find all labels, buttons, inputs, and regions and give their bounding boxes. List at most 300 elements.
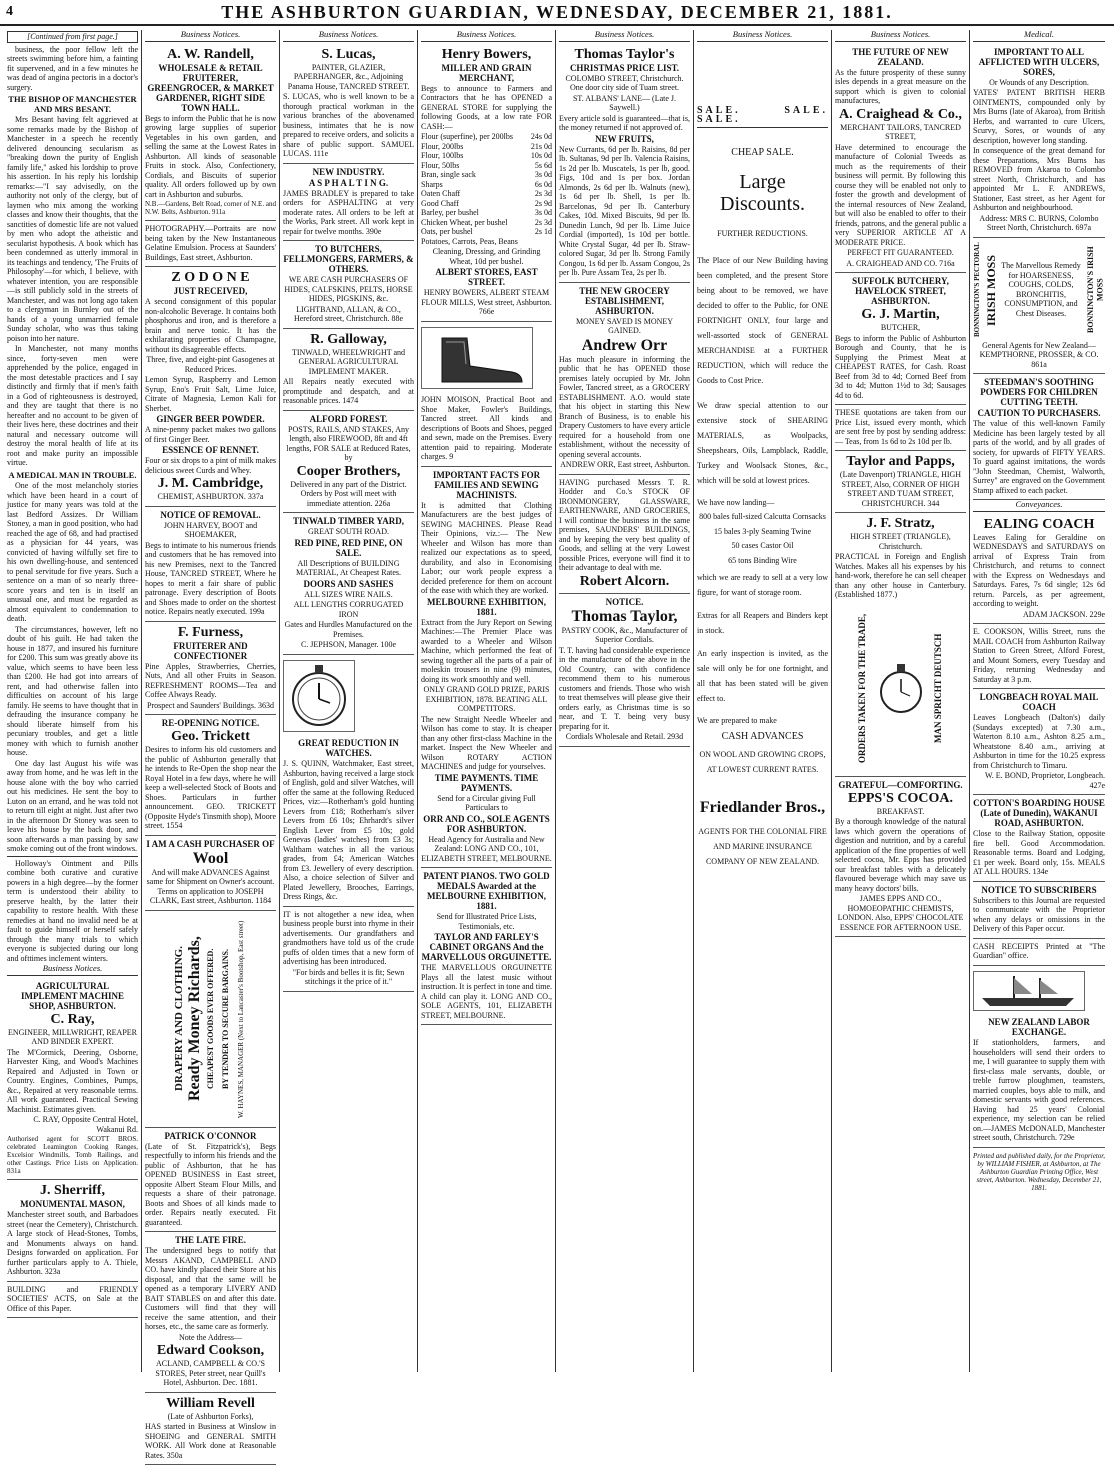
advert-signature: A. CRAIGHEAD AND CO. 716a [835,259,966,269]
advert-line: Send for Illustrated Price Lists, Testimonials, etc. [421,912,552,931]
price-item: Sharps [421,180,443,190]
advert-body: Manchester street south, and Barbadoes street (near the Cemetery), Christchurch. A large stock of Head-Stones, Tombs, and Monuments always on hand. Designs forwarded on application. For further particulars apply to A. Thiele, Ashburton. 323a [7,1210,138,1277]
stock-item: 15 bales 3-ply Seaming Twine [697,527,828,537]
advert-name: Robert Alcorn. [559,574,690,589]
vertical-text: Ready Money Richards, [190,914,200,1124]
divider [697,127,828,128]
advert-body: IT is not altogether a new idea, when business people burst into rhyme in their advertisements. Our grandfathers and grandmothers have told us of the crude puffs of olden times that a new form of advertising has been introduced. [283,910,414,967]
advert-subheading: NOTICE OF REMOVAL. [145,510,276,520]
price-row [421,142,552,152]
advert-taylor-pastry [559,594,690,747]
advert-name: G. J. Martin, [835,307,966,322]
advert-cooper-brothers [283,411,414,514]
advert-line: We have now landing— [697,498,828,508]
section-heading: Business Notices. [283,30,414,42]
advert-longbeach-coach [973,689,1105,795]
advert-name: S. Lucas, [283,47,414,62]
column-6 [694,30,832,1372]
advert-name: EALING COACH [973,517,1105,532]
article-paragraph: One of the most melancholy stories which have been heard in a court of justice for many years was told at the last Bedford Assizes. Dr William Stoney, a man in good position, who had reached the age of 68, and had practised as a physician for 44 years, was convicted of having wilfully set fire to his own dwelling-house, and sentenced to penal servitude for five years. Such a sentence on a man of so nearly three-score years and ten is in itself an unusual one, and must be regarded as almost equivalent to condemnation to death. [7,481,138,624]
continued-note: [Continued from first page.] [7,31,138,43]
stock-list [697,512,828,565]
price-value: 2s 9d [535,199,552,209]
advert-subheading: SUFFOLK BUTCHERY, HAVELOCK STREET, ASHBURTON. [835,276,966,306]
advert-name: J. M. Cambridge, [145,476,276,491]
advert-line: BREAKFAST. [835,807,966,817]
advert-line: ACLAND, CAMPBELL & CO.'S STORES, Peter street, near Quill's Hotel, Ashburton. Dec. 1881. [145,1359,276,1388]
advert-name: William Revell [145,1396,276,1411]
advert-line: LIGHTBAND, ALLAN, & CO., Hereford street, Christchurch. 88e [283,305,414,324]
article-paragraph: Mrs Besant having felt aggrieved at some remarks made by the Bishop of Manchester in a speech he recently delivered denouncing secularism as "breaking down the purity of English family life," asked his lordship to prove his assertion. In his reply his lordship remarks:—"I say advisedly, on the authority not only of the clergy, but of laymen who mix among the working classes and know their thoughts, that the sanctities of domestic life are not valued by men who adopt the atheistic and secularist hypothesis. A book which has been condemned as utterly immoral in its teachings and tendency, 'The Fruits of Philosophy'—for which, I believe, with whatever intention, you are responsible—is still publicly sold in the streets of Manchester, and was not long ago taken to a clergyman in Burnley out of the hands of a young unmarried female Sunday scholar, who was thus taking poison into her nature. [7,115,138,343]
price-value: 6s 0d [535,180,552,190]
advert-name: Taylor and Papps, [835,454,966,469]
advert-line: Head Agency for Australia and New Zealand: LONG AND CO., 101, ELIZABETH STREET, MELBOURNE. [421,835,552,864]
advert-line: Note the Address— [145,1333,276,1343]
section-heading: Conveyances. [973,500,1105,512]
advert-body: Extras for all Reapers and Binders kept in stock. [697,608,828,638]
advert-subheading: THE LATE FIRE. [145,1235,276,1245]
advert-body: CASH RECEIPTS Printed at "The Guardian" office. [973,942,1105,961]
advert-body: Begs to intimate to his numerous friends and customers that he has removed into his new Premises, next to the Tancred House, TANCRED STREET, Where he hopes to merit a fair share of public patronage. Every description of Boots and Shoes made to order on the shortest notice. Repairs neatly executed. 199a [145,541,276,617]
advert-line: JOHN HARVEY, BOOT and SHOEMAKER, [145,521,276,540]
price-item: Chicken Wheat, per bushel [421,218,508,228]
advert-subheading: THE FUTURE OF NEW ZEALAND. [835,47,966,67]
advert-name: C. Ray, [7,1012,138,1027]
advert-name: Friedlander Bros., [697,799,828,816]
price-item: Bran, single sack [421,170,476,180]
advert-subheading: TINWALD TIMBER YARD, [283,516,414,526]
advert-line: Or Wounds of any Description. [973,78,1105,88]
vertical-text: BONNINGTON'S PECTORAL [973,240,983,340]
price-row [421,189,552,199]
advert-line: We are prepared to make [697,716,828,726]
advert-lucas [283,44,414,164]
advert-verse: "For birds and belles it is fit; Sewn stitchings it the price of it." [283,968,414,987]
advert-body: The Marvellous Remedy for HOARSENESS, COUGHS, COLDS, BRONCHITIS, CONSUMPTION, and Chest Diseases. [1000,261,1082,318]
column-7 [832,30,970,1372]
advert-body: Begs to inform the Public of Ashburton Borough and County, that he is Supplying the Primest Meat at CHEAPEST RATES, for Cash. Roast Beef from 3d to 4d; Corned Beef from 3d to 4d; Mutton 1½d to 3d; Sausages 4d to 6d. [835,334,966,401]
advert-name: Z O D O N E [145,270,276,285]
advert-line: PASTRY COOK, &c., Manufacturer of Superior Cordials. [559,626,690,645]
divider [7,856,138,857]
advert-body: Extract from the Jury Report on Sewing Machines:—The Premier Place was awarded to a Wheeler and Wilson Machine, which performed the feat of sewing together all the parts of a pair of moleskin trousers in nine (9) minutes, doing its work smoothly and well. [421,618,552,685]
vertical-text: MAN SPRICHT DEUTSCH [934,603,944,773]
article-heading: THE BISHOP OF MANCHESTER AND MRS BESANT. [7,95,138,114]
advert-line: CHEMIST, ASHBURTON. 337a [145,492,276,502]
advert-name: Cooper Brothers, [283,464,414,479]
advert-body: JAMES BRADLEY is prepared to take orders for ASPHALTING at very moderate rates. All orders to be left at the Works, Park street. All work kept in repair for twelve months. 390e [283,189,414,237]
advert-line: Send for a Circular giving Full Particulars to [421,794,552,813]
advert-body: Pine Apples, Strawberries, Cherries, Nuts, And all other Fruits in Season. REFRESHMENT ROOMS—Tea and Coffee Always Ready. [145,662,276,700]
advert-body: (Late of St. Fitzpatrick's), Begs respectfully to inform his friends and the public of Ashburton, that he has OPENED BUSINESS in East street, opposite Albert Steam Flour Mills, and requests a share of their patronage. Boots and Shoes of all kinds made to order. Repairs neatly executed. Fit guaranteed. [145,1142,276,1228]
price-value: 3s 0d [535,170,552,180]
advert-john-harvey [145,507,276,622]
advert-line: COLOMBO STREET, Christchurch. One door city side of Tuam street. [559,74,690,93]
advert-signature: Cordials Wholesale and Retail. 293d [559,732,690,742]
column-5 [556,30,694,1372]
advert-line: MONEY SAVED IS MONEY GAINED. [559,317,690,336]
advert-subheading: I AM A CASH PURCHASER OF [145,839,276,849]
advert-subheading: RED PINE, RED PINE, ON SALE. [283,538,414,558]
advert-subheading: NEW FRUITS, [559,134,690,144]
advert-body: All Repairs neatly executed with promptitude and despatch, and at reasonable prices. 1474 [283,377,414,406]
advert-body: HAVING purchased Messrs T. R. Hodder and Co.'s STOCK OF IRONMONGERY, GLASSWARE, EARTHENWARE, AND GROCERIES, I will continue the business in the same premises, SAUNDERS' BUILDINGS, and by keeping the very best quality of Goods, and selling at the very Lowest possible Prices, everyone will find it to their advantage to deal with me. [559,478,690,573]
advert-subheading: GREAT REDUCTION IN WATCHES. [283,738,414,758]
advert-body: A second consignment of this popular non-alcoholic Beverage. It contains both phosphorus and iron, and is therefore a brain and nerve tonic. It has the exhilarating properties of Champagne, without its disagreeable effects. [145,297,276,354]
advert-martin-butcher [835,273,966,405]
advert-line: WE ARE CASH PURCHASERS OF HIDES, CALFSKINS, PELTS, HORSE HIDES, PIGSKINS, &c. [283,275,414,304]
advert-body: The M'Cormick, Deering, Osborne, Harvester King, and Wood's Machines Repaired and Adjusted in Town or Country. Engines, Combines, Pumps, &c., Repaired at very reasonable terms. All work guaranteed. Practical Sewing Machinist. Estimates given. [7,1048,138,1115]
advert-subheading: AGRICULTURAL IMPLEMENT MACHINE SHOP, ASHBURTON. [7,981,138,1011]
stock-item: 50 cases Castor Oil [697,541,828,551]
advert-friedlander [697,44,828,874]
price-row [421,218,552,228]
advert-wheeler-wilson [421,467,552,869]
advert-subheading: JUST RECEIVED, [145,286,276,296]
advert-signature: HENRY BOWERS, ALBERT STEAM FLOUR MILLS, West street, Ashburton. 766e [421,288,552,317]
advert-subheading: CAUTION TO PURCHASERS. [973,408,1105,418]
advert-zodone [145,267,276,507]
advert-body: T. T. having had considerable experience in the manufacture of the above in the Old Country, can with confidence recommend them to his numerous customers and friends. Those who wish to treat themselves will please give their orders early, as Christmas time is so near, and T. T. being very busy preparing for it. [559,646,690,732]
advert-ealing-coach [973,514,1105,625]
holloway-notice: Holloway's Ointment and Pills combine both curative and curative powers in a high degree—by the former term is understood their ability to preserve health, by the latter their capability to restore health. With these remedies at hand no invalid need be at fault to guide himself or herself safely through the many trials to which everyone is subjected during our long and ofttimes inclement winters. [7,859,138,964]
advert-yates-ointment [973,44,1105,238]
price-item: Flour (superfine), per 200lbs [421,132,513,142]
column-3 [280,30,418,1372]
advert-signature: Address: MRS C. BURNS, Colombo Street North, Christchurch. 697a [973,214,1105,233]
advert-body: JOHN MOISON, Practical Boot and Shoe Maker, Fowler's Buildings, Tancred street. All kinds and descriptions of Boots and Shoes, pegged and sewn, made on the Premises. Every attention paid to repairing. Moderate charges. 9 [421,395,552,462]
advert-body: YATES' PATENT BRITISH HERB OINTMENTS, compounded only by Mrs Burns (late of Akaroa), from British Herbs, and warranted to cure Ulcers, Scurvy, Sores, or wounds of any description, however long standing. [973,88,1105,145]
advert-subheading: ESSENCE OF RENNET. [145,445,276,455]
advert-notice-subscribers [973,882,1105,939]
advert-line: CHEAP SALE. [697,148,828,158]
advert-line: ONLY GRAND GOLD PRIZE, PARIS EXHIBITION, 1878. BEATING ALL COMPETITORS. [421,685,552,714]
advert-subheading: DOORS AND SASHES [283,579,414,589]
advert-cookson [145,1232,276,1393]
advert-price-list [835,405,966,451]
advert-cash-receipts [973,939,1105,966]
column-4 [418,30,556,1372]
advert-trickett [145,715,276,836]
advert-randell [145,44,276,222]
advert-line: Prospect and Saunders' Buildings. 363d [145,701,276,711]
advert-body: HAS started in Business at Winslow in SHOEING and GENERAL SMITH WORK. All Work done at Reasonable Rates. 350a [145,1422,276,1460]
advert-name: Edward Cookson, [145,1343,276,1358]
vertical-text: BONNINGTON'S IRISH MOSS [1086,240,1105,340]
advert-subheading: COTTON'S BOARDING HOUSE (Late of Dunedin), WAKANUI ROAD, ASHBURTON. [973,798,1105,828]
advert-name: A. Craighead & Co., [835,107,966,122]
vertical-text: IRISH MOSS [987,240,997,340]
advert-subheading: CHRISTMAS PRICE LIST. [559,63,690,73]
price-item: Oats, per bushel [421,227,473,237]
advert-signature: ANDREW ORR, East street, Ashburton. [559,460,690,470]
advert-subheading: STEEDMAN'S SOOTHING POWDERS FOR CHILDREN CUTTING TEETH. [973,377,1105,407]
advert-lightband-allan [283,241,414,329]
advert-body: The undersigned begs to notify that Messrs AKAND, CAMPBELL AND CO. have kindly placed their Store at his disposal, and that the same will be opened as a temporary LIVERY AND BAIT STABLES on and after this date. Customers will find that they will receive the same attention, and their horses, etc., the same care as formerly. [145,1246,276,1332]
advert-subheading: MELBOURNE EXHIBITION, 1881. [421,597,552,617]
page-number: 4 [6,0,15,24]
newspaper-title: THE ASHBURTON GUARDIAN, WEDNESDAY, DECEMBER 21, 1881. [221,2,892,22]
price-row [421,161,552,171]
price-row [421,208,552,218]
advert-subheading: GRATEFUL—COMFORTING. [835,780,966,790]
advert-subheading: RE-OPENING NOTICE. [145,718,276,728]
advert-signature: C. RAY, Opposite Central Hotel, Wakanui Rd. [7,1115,138,1134]
advert-line: PAINTER, GLAZIER, PAPERHANGER, &c., Adjoining Panama House, TANCRED STREET. [283,63,414,92]
advert-body: Begs to announce to Farmers and Contractors that he has OPENED a GENERAL STORE for supplying the following Goods, at a low rate FOR CASH:— [421,84,552,132]
advert-body: The Place of our New Building having been completed, and the present Store being about to be removed, we have decided to offer to the Public, for ONE FORTNIGHT ONLY, four large and well-assorted stock of GENERAL MERCHANDISE at a FURTHER REDUCTION, which will reduce the Goods to Cost Price. [697,253,828,388]
advert-subheading: GINGER BEER POWDER. [145,414,276,424]
vertical-text: ORDERS TAKEN FOR THE TRADE, [858,603,868,773]
stock-item: 65 tons Binding Wire [697,556,828,566]
vertical-text: DRAPERY AND CLOTHING. [175,914,185,1124]
advert-moison-boots [421,322,552,467]
price-row [421,151,552,161]
advert-body: THE MARVELLOUS ORGUINETTE Plays all the latest music without instruction. It is perfect in tone and time. A child can play it. LONG AND CO., SOLE AGENTS, 101, ELIZABETH STREET, MELBOURNE. [421,963,552,1020]
advert-name: F. Furness, [145,625,276,640]
advert-body: BUILDING and FRIENDLY SOCIETIES' ACTS, on Sale at the Office of this Paper. [7,1285,138,1314]
advert-body: An early inspection is invited, as the sale will only be for one fortnight, and all that has been stated will be given effect to. [697,646,828,706]
advert-subheading: ALFORD FOREST. [283,414,414,424]
advert-body: The new Straight Needle Wheeler and Wilson has come to stay. It is cheaper than any other first-class Machine in the market. Inspect the New Wheeler and Wilson ROTARY ACTION MACHINES and judge for yourselves. [421,715,552,772]
column-2 [142,30,280,1372]
advert-line: All Descriptions of BUILDING MATERIAL, At Cheapest Rates. [283,559,414,578]
section-heading: Business Notices. [697,30,828,42]
stratz-vertical-panel [835,603,966,773]
advert-revell [145,1393,276,1465]
advert-line: PERFECT FIT GUARANTEED. [835,248,966,258]
advert-subheading: ORR AND CO., SOLE AGENTS FOR ASHBURTON. [421,814,552,834]
advert-name: J. Sherriff, [7,1183,138,1198]
advert-line: (Late of Ashburton Forks), [145,1412,276,1422]
advert-building-societies [7,1282,138,1319]
advert-line: Three, five, and eight-pint Gasogenes at Reduced Prices. [145,355,276,374]
vertical-text: W. HAYNES, MANAGER (Next to Lancaster's Bootshop, East street) [237,914,247,1124]
price-item: Good Chaff [421,199,459,209]
advert-sherriff [7,1180,138,1282]
article-paragraph: In Manchester, not many months since, forty-seven men were apprehended by the police, engaged in the most detestable practices and I say distinctly and firmly that if men's faith in a God of righteousness is destroyed, and they are taught that there is no hereafter and no account to be given of their lives here, these doctrines and their natural and necessary outcome will destroy the moral health of life at its root and make purity an impossible virtue. [7,344,138,468]
advert-subheading: THE NEW GROCERY ESTABLISHMENT, ASHBURTON. [559,286,690,316]
advert-line: MERCHANT TAILORS, TANCRED STREET, [835,123,966,142]
article-paragraph: The circumstances, however, left no doubt of his guilt. He had taken the house in 1877, and insured his furniture for £200. This sum was greatly above its value, which seems to have been less than £200. He had got into arrears of rent, and had otherwise fallen into difficulties on account of his large family. He seems to have thought that in defrauding the insurance company he should liberate himself from his pecuniary troubles, and get a little money with which to furnish another house. [7,625,138,758]
advert-subheading: A S P H A L T I N G. [283,178,414,188]
price-item: Flour, 50lbs [421,161,459,171]
advert-cookson-mail-coach [973,624,1105,689]
advert-line: ENGINEER, MILLWRIGHT, REAPER AND BINDER EXPERT. [7,1028,138,1047]
column-1 [4,30,142,1372]
sale-banner: SALE. SALE. SALE. [697,106,828,125]
advert-line: Gates and Hurdles Manufactured on the Premises. [283,620,414,639]
advert-name: J. F. Stratz, [835,516,966,531]
boot-engraving-icon [421,327,533,389]
advert-body: We draw special attention to our extensive stock of SHEARING MATERIALS, as Woolpacks, Sheepshears, Oils, Lampblack, Raddle, Turkey and Woolsack Stones, &c., which will be sold at lowest prices. [697,398,828,488]
advert-name: Geo. Trickett [145,729,276,744]
advert-body: Leaves Longbeach (Dalton's) daily (Sundays excepted) at 7.30 a.m., Waterton 8.10 a.m., Ashton 8.25 a.m., Wheatstone 8.40 a.m., arriving at Ashburton in time for the 10.25 express from Christchurch to Timaru. [973,713,1105,770]
advert-subheading: ALBERT STORES, EAST STREET. [421,267,552,287]
advert-quinn-watches [283,655,414,907]
price-row [421,180,552,190]
advert-labor-exchange [973,966,1105,1148]
section-heading: Business Notices. [835,30,966,42]
price-item: Barley, per bushel [421,208,479,218]
advert-body: PRACTICAL in Foreign and English Watches. Makes all his expenses by his hand-work, therefore he can sell cheaper than any other house in Canterbury. (Established 1877.) [835,552,966,600]
printer-imprint: Printed and published daily, for the Proprietor, by WILLIAM FISHER, at Ashburton, at The Ashburton Guardian Printing Office, West street, Ashburton. Wednesday, December 21, 1881. [973,1152,1105,1192]
stock-item: 800 bales full-sized Calcutta Cornsacks [697,512,828,522]
advert-line: TINWALD, WHEELWRIGHT and GENERAL AGRICULTURAL IMPLEMENT MAKER. [283,348,414,377]
advert-line: General Agents for New Zealand— KEMPTHORNE, PROSSER, & CO. 861a [973,341,1105,370]
article-paragraph: One day last August his wife was away from home, and he was left in the house alone with the boy who carried out his medicines. He sent the boy to Luton on an errand, and he was told not to return till eight at night. Just after two in the afternoon Dr Stoney was seen to leave his house by the back door, and soon afterwards a man passing by saw smoke coming out of the front windows. [7,759,138,854]
page-columns [4,30,1110,1372]
advert-line: ALL SIZES WIRE NAILS. [283,590,414,600]
advert-body: Every article sold is guaranteed—that is, the money returned if not approved of. [559,114,690,133]
advert-line: AGENTS FOR THE COLONIAL FIRE AND MARINE INSURANCE COMPANY OF NEW ZEALAND. [697,824,828,869]
advert-line: GREAT SOUTH ROAD. [283,527,414,537]
advert-line: CASH ADVANCES [697,732,828,742]
advert-name: Henry Bowers, [421,47,552,62]
price-item: Potatoes, Carrots, Peas, Beans [421,237,518,247]
price-value: 2s 3d [535,218,552,228]
advert-oconnor [145,1128,276,1233]
advert-photography [145,221,276,267]
watch-engraving-icon [876,658,926,718]
advert-ready-money-richards [145,911,276,1128]
advert-epps-cocoa [835,777,966,938]
price-item: Flour, 100lbs [421,151,463,161]
article-paragraph: business, the poor fellow left the streets swimming before him, a fainting fit supervened, and in a few minutes he was dead of angina pectoris in a doctor's surgery. [7,45,138,93]
advert-subheading: NOTICE. [559,597,690,607]
section-heading: Business Notices. [145,30,276,42]
advert-subheading: TO BUTCHERS, FELLMONGERS, FARMERS, & OTHERS. [283,244,414,274]
advert-subheading: WHOLESALE & RETAIL FRUITERER, GREENGROCER, & MARKET GARDENER, RIGHT SIDE TOWN HALL. [145,63,276,113]
advert-subheading: MILLER AND GRAIN MERCHANT, [421,63,552,83]
advert-cottons-boarding [973,795,1105,882]
advert-name: Andrew Orr [559,337,690,354]
advert-body: Lemon Syrup, Raspberry and Lemon Syrup, Eno's Fruit Salt, Lime Juice, Citrate of Magnesia, Lemon Kali for Sherbet. [145,375,276,413]
advert-line: (Late Davenport) TRIANGLE, HIGH STREET, Also, CORNER OF HIGH STREET AND TUAM STREET, CHRISTCHURCH. 344 [835,470,966,508]
price-list [421,132,552,246]
advert-subheading: IMPORTANT TO ALL AFFLICTED WITH ULCERS, SORES, [973,47,1105,77]
advert-body: which we are ready to sell at a very low figure, for want of storage room. [697,570,828,600]
ship-engraving-icon [973,971,1085,1011]
advert-line: BUTCHER, [835,323,966,333]
advert-line: ALL LENGTHS CORRUGATED IRON [283,600,414,619]
advert-body: Four or six drops to a pint of milk makes delicious sweet Curds and Whey. [145,456,276,475]
advert-rhyme [283,907,414,992]
price-value: 5s 6d [535,161,552,171]
advert-body: PHOTOGRAPHY.—Portraits are now being taken by the New Instantaneous Gelatine Emulsion. Process at Saunders' Buildings, East street, Ashburton. [145,224,276,262]
advert-irish-moss [973,238,1105,375]
article-heading: A MEDICAL MAN IN TROUBLE. [7,471,138,481]
advert-body: Desires to inform his old customers and the public of Ashburton generally that he intends to Re-Open the shop near the Royal Hotel in a few days, where he will keep a well-selected Stock of Boots and Shoes. Particulars in further announcement. GEO. TRICKETT (Opposite Hyde's Tinsmith shop), Moore street. 1554 [145,745,276,831]
advert-galloway [283,329,414,411]
advert-body: New Currants, 6d per lb. Raisins, 8d per lb. Sultanas, 9d per lb. Valencia Raisins, 1s 2d per lb. Muscatels, 1s per lb, good. Figs, 10d and 1s per box. Jordan Almonds, 2s 6d per lb. Walnuts (new), 1s 6d per lb. Shell, 1s per lb. Barcelonas, 9d per lb. Canterbury Cakes, 10d. Mixed Biscuits, 9d per lb. Dunedin Lunch, 9d per lb. Lime Juice Cordial (imported), 1s 10d per bottle. White Crystal Sugar, 4d per lb. Straw-colored Sugar, 3d per lb. Strong Family Congou, 1s 6d per lb. Assam Congou, 2s per lb. Pure Assam Tea, 2s per lb. [559,145,690,278]
advert-body: Authorised agent for SCOTT BROS. celebrated Leamington Cooking Ranges, Excelsior Windmills, Tomb Railings, and other Castings. Price Lists on Application. 831a [7,1135,138,1175]
advert-subheading: NEW ZEALAND LABOR EXCHANGE. [973,1017,1105,1037]
advert-name: Thomas Taylor, [559,608,690,625]
advert-signature: W. E. BOND, Proprietor, Longbeach. 427e [973,771,1105,790]
vertical-text: CHEAPEST GOODS EVER OFFERED. [206,914,216,1124]
price-value: 21s 0d [531,142,552,152]
advert-line: HIGH STREET (TRIANGLE), Christchurch. [835,532,966,551]
price-value: 10s 0d [531,151,552,161]
advert-andrew-orr [559,283,690,475]
advert-line: Cleaning, Dressing, and Grinding Wheat, 10d per bushel. [421,247,552,266]
advert-wool [145,836,276,911]
advert-body: Has much pleasure in informing the public that he has OPENED those premises lately occupied by Mr. John Fowler, Tancred street, as a GROCERY ESTABLISHMENT. A.O. would state that his object in starting this New Branch of Business, is to enable his Drapery Customers to have every article required for a household from one establishment, without the necessity of opening several accounts. [559,355,690,460]
price-item: Oaten Chaff [421,189,460,199]
advert-body: In consequence of the great demand for these Preparations, Mrs Burns has REMOVED from Akaroa to Colombo street North, Christchurch, and has appointed Mr L. F. ANDREWS, Stationer, East street, as her Agent for Ashburton and neighbourhood. [973,146,1105,213]
watch-engraving-icon [283,660,355,732]
advert-subheading: TAYLOR AND FARLEY'S CABINET ORGANS And the MARVELLOUS ORGUINETTE. [421,932,552,962]
advert-subheading: IMPORTANT FACTS FOR FAMILIES AND SEWING MACHINISTS. [421,470,552,500]
advert-steedman [973,374,1105,500]
price-value: 2s 1d [535,227,552,237]
article-column-1 [7,45,138,964]
advert-subheading: LONGBEACH ROYAL MAIL COACH [973,692,1105,712]
price-row [421,199,552,209]
price-item: Flour, 200lbs [421,142,463,152]
section-heading: Business Notices. [421,30,552,42]
advert-thomas-taylor-pricelist [559,44,690,283]
price-row [421,237,552,247]
section-heading: Medical. [973,30,1105,42]
irish-moss-panel [973,240,1105,340]
advert-line: ON WOOL AND GROWING CROPS, AT LOWEST CURRENT RATES. [697,747,828,777]
advert-name: Wool [145,850,276,867]
advert-signature: C. JEPHSON, Manager. 100e [283,640,414,650]
advert-body: S. LUCAS, who is well known to be a thorough practical workman in the various branches of the abovenamed business, intimates that he is now prepared to receive orders, and solicits a share of public support. SAMUEL LUCAS. 111e [283,92,414,159]
advert-body: Have determined to encourage the manufacture of Colonial Tweeds as much as the requirements of their business will permit. By following this course they will be enabled not only to foster the growth and development of the internal resources of New Zealand, but will also be enabled to offer to their friends, patrons, and the general public a very SUPERIOR ARTICLE AT A MODERATE PRICE. [835,143,966,248]
advert-body: And will make ADVANCES Against same for Shipment on Owner's account. Terms on application to JOSEPH CLARK, East street, Ashburton. 1184 [145,868,276,906]
advert-subheading: TIME PAYMENTS. TIME PAYMENTS. [421,773,552,793]
advert-body: By a thorough knowledge of the natural laws which govern the operations of digestion and nutrition, and by a careful application of the fine properties of well selected cocoa, Mr. Epps has provided our breakfast tables with a delicately flavoured beverage which may save us many heavy doctors' bills. [835,817,966,893]
section-heading: Business Notices. [559,30,690,42]
advert-body: The value of this well-known Family Medicine has been largely tested by all parts of the world, and by all grades of society, for upwards of FIFTY YEARS. To guard against imitations, the words "John Steedman, Chemist, Walworth, Surrey" are engraved on the Government Stamp affixed to each packet. [973,419,1105,495]
advert-asphalting [283,164,414,242]
vertical-text: BY TENDER TO SECURE BARGAINS. [221,914,231,1124]
advert-c-ray [7,978,138,1181]
advert-signature: JAMES EPPS AND CO., HOMOEOPATHIC CHEMISTS, LONDON. Also, EPPS' CHOCOLATE ESSENCE FOR AFTERNOON USE. [835,894,966,932]
advert-body: Leaves Ealing for Geraldine on WEDNESDAYS and SATURDAYS on arrival of Express Train from Christchurch, and returns to connect with the Express on Wednesdays and Saturdays. Fares, 7s 6d single; 12s 6d return. Parcels, as per agreement, according to weight. [973,533,1105,609]
price-row [421,227,552,237]
advert-body: A nine-penny packet makes two gallons of first Ginger Beer. [145,425,276,444]
section-heading: Business Notices. [7,964,138,976]
advert-body: Begs to inform the Public that he is now growing large supplies of superior Vegetables in his own garden, and selling the same at the Lowest Rates in Ashburton. All kinds of seasonable Fruits in stock. Also, Confectionery, Cordials, and Biscuits of superior quality. All orders followed up by own cart in Ashburton and suburbs. [145,114,276,200]
advert-line: POSTS, RAILS, AND STAKES, Any length, also FIREWOOD, 8ft and 4ft lengths, FOR SALE at Reduced Rates, by [283,425,414,463]
advert-line: FURTHER REDUCTIONS. [697,229,828,239]
price-row [421,132,552,142]
advert-body: THESE quotations are taken from our Price List, issued every month, which are sent free by post by sending address:— Teas, from 1s 6d to 2s 10d per lb. [835,408,966,446]
advert-subheading: MONUMENTAL MASON, [7,1199,138,1209]
advert-subheading: NOTICE TO SUBSCRIBERS [973,885,1105,895]
advert-craighead [835,44,966,274]
advert-name: EPPS'S COCOA. [835,791,966,806]
advert-taylor-papps [835,451,966,513]
advert-name: R. Galloway, [283,332,414,347]
advert-robert-alcorn [559,475,690,594]
advert-body: Close to the Railway Station, opposite fire bell. Good Accommodation. Reasonable terms. Board and Lodging, £1 per week. Board only, 15s. MEALS AT ALL HOURS. 134e [973,829,1105,877]
price-row [421,170,552,180]
advert-body: E. COOKSON, Willis Street, runs the MAIL COACH from Ashburton Railway Station to Green Street, Alford Forest, and Mount Somers, every Tuesday and Friday, returning Wednesday and Saturday at 3 p.m. [973,627,1105,684]
advert-note: N.B.—Gardens, Belt Road, corner of N.E. and N.W. Belts, Ashburton. 911a [145,200,276,216]
price-value: 3s 0d [535,208,552,218]
advert-subheading: NEW INDUSTRY. [283,167,414,177]
advert-henry-bowers [421,44,552,322]
advert-body: It is admitted that Clothing Manufacturers are the best judges of SEWING MACHINES. Please Read Their Opinions, viz.:— The New Wheeler and Wilson has more than realized our expectations as to speed, durability, and also in Economising Labor; our work people express a decided preference for them on account of the ease with which they are worked. [421,501,552,596]
advert-subheading: FRUITERER AND CONFECTIONER [145,641,276,661]
masthead [0,0,1114,26]
advert-signature: ADAM JACKSON. 229e [973,610,1105,620]
